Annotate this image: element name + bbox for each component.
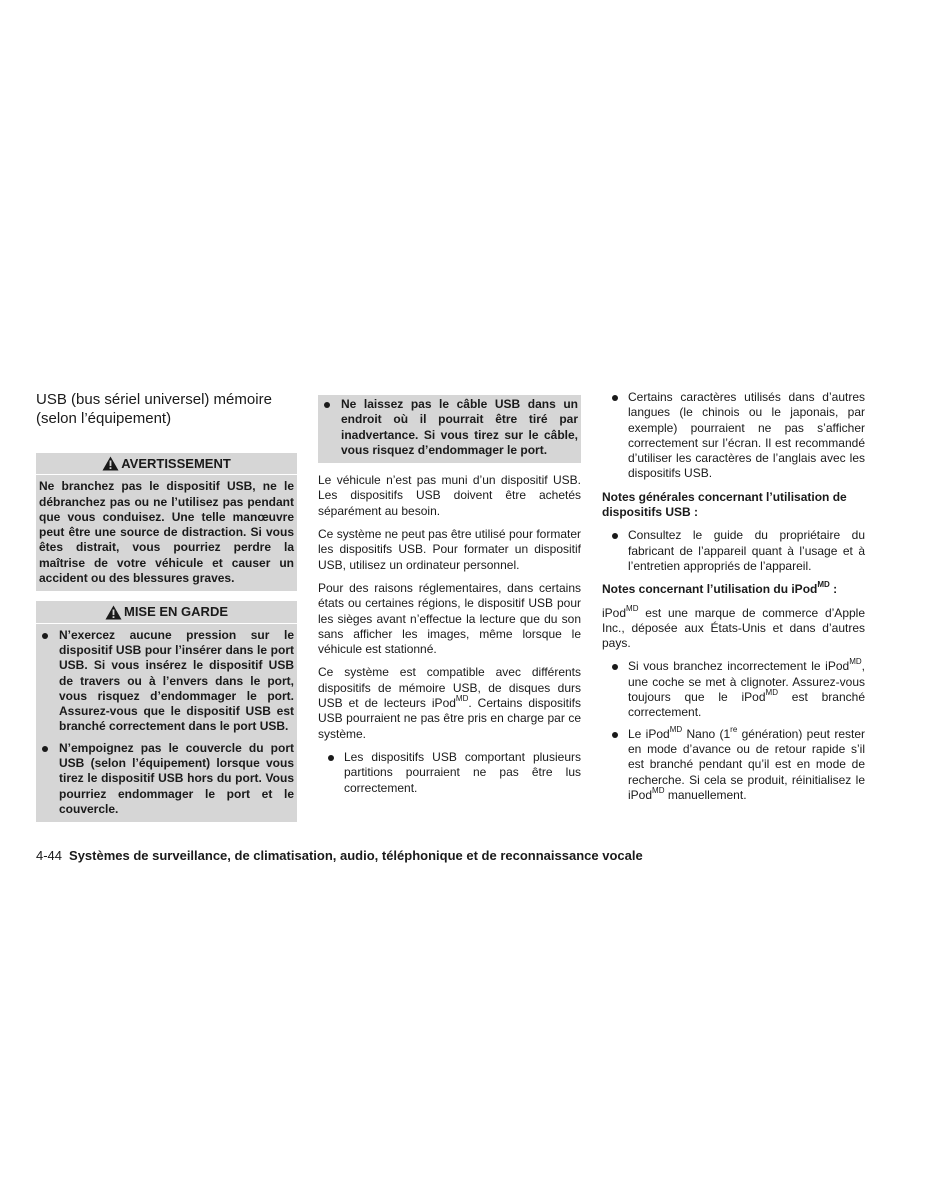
list-item: Consultez le guide du propriétaire du fabricant de l’appareil quant à l’usage et à l’entretien appropriés de l’appareil. <box>602 528 865 574</box>
column-right <box>602 390 865 809</box>
warning-triangle-icon <box>105 605 122 620</box>
paragraph: Le véhicule n’est pas muni d’un dispositif USB. Les dispositifs USB doivent être achetés séparément au besoin. <box>318 473 581 518</box>
warning-title: AVERTISSEMENT <box>121 456 231 471</box>
page-footer <box>36 848 643 864</box>
list-item: Si vous branchez incorrectement le iPod$^{MD}$, une coche se met à clignoter. Assurez-vous toujours que le iPod$^{MD}$ est branché correctement. <box>602 659 865 720</box>
caution-header <box>36 601 297 623</box>
list-item: N’empoignez pas le couvercle du port USB (selon l’équipement) lorsque vous tirez le dispositif USB hors du port. Vous pourriez endommager le port et le couvercle. <box>39 741 294 817</box>
caution-list <box>39 628 294 818</box>
warning-text: Ne branchez pas le dispositif USB, ne le débranchez pas ou ne l’utilisez pas pendant que vous conduisez. Une telle manœuvre peut être une source de distraction. Si vous êtes distrait, vous pourriez perdre la maîtrise de votre véhicule et causer un accident ou des blessures graves. <box>39 479 294 586</box>
caution-continued-box <box>318 395 581 463</box>
bullet-icon <box>42 746 48 752</box>
section-heading: Notes concernant l’utilisation du iPod$^{MD}$ : <box>602 580 838 597</box>
column-left <box>36 390 297 832</box>
page-number: 4-44 <box>36 848 63 863</box>
list-item: Le iPod$^{MD}$ Nano (1re génération) peut rester en mode d’avance ou de retour rapide s’il est branché pendant qu’il est en mode de recherche. Si cela se produit, réinitialisez le iPod$^{MD}$ manuellement. <box>602 727 865 803</box>
chapter-title: Systèmes de surveillance, de climatisation, audio, téléphonique et de reconnaissance vocale <box>69 848 643 863</box>
paragraph: Pour des raisons réglementaires, dans certains états ou certaines régions, le dispositif USB pour les sièges avant n’effectue la lecture que du son sans afficher les images, même lorsque le véhicule est stationné. <box>318 580 581 657</box>
warning-header <box>36 453 297 475</box>
section-title-line2: (selon l’équipement) <box>36 410 172 427</box>
paragraph: Ce système ne peut pas être utilisé pour formater les dispositifs USB. Pour formater un dispositif USB, utilisez un ordinateur personnel. <box>318 527 581 572</box>
paragraph: iPod$^{MD}$ est une marque de commerce d’Apple Inc., déposée aux États-Unis et dans d’autres pays. <box>602 603 865 651</box>
warning-triangle-icon <box>102 456 119 471</box>
column-middle <box>318 395 581 802</box>
usb-notes-list <box>318 750 581 796</box>
section-heading: Notes générales concernant l’utilisation de dispositifs USB : <box>602 489 847 520</box>
list-item: Certains caractères utilisés dans d’autres langues (le chinois ou le japonais, par exemple) pourraient ne pas s’afficher correctement sur l’écran. Il est recommandé d’utiliser les caractères de l’anglais avec les dispositifs USB. <box>602 390 865 482</box>
list-item: Ne laissez pas le câble USB dans un endroit où il pourrait être tiré par inadvertance. Si vous tirez sur le câble, vous risquez d’endommager le port. <box>321 397 578 458</box>
caution-title: MISE EN GARDE <box>123 604 228 620</box>
ipod-notes-list <box>602 659 865 803</box>
list-item: Les dispositifs USB comportant plusieurs partitions pourraient ne pas être lus correctement. <box>318 750 581 796</box>
paragraph: Ce système est compatible avec différents dispositifs de mémoire USB, de disques durs USB et de lecteurs iPod$^{MD}$. Certains dispositifs USB pourraient ne pas être pris en charge par ce système. <box>318 665 582 741</box>
warning-box <box>36 453 297 591</box>
bullet-icon <box>328 755 334 761</box>
section-title <box>36 390 297 428</box>
bullet-icon <box>612 664 618 670</box>
caution-box <box>36 601 297 822</box>
bullet-icon <box>324 402 330 408</box>
section-title-line1: USB (bus sériel universel) mémoire <box>36 391 272 408</box>
bullet-icon <box>612 533 618 539</box>
bullet-icon <box>612 732 618 738</box>
bullet-icon <box>612 395 618 401</box>
list-item: N’exercez aucune pression sur le dispositif USB pour l’insérer dans le port USB. Si vous insérez le dispositif USB de travers ou à l’envers dans le port, vous risquez d’endommager le port. Assurez-vous que le dispositif USB est branché correctement dans le port USB. <box>39 628 294 735</box>
bullet-icon <box>42 633 48 639</box>
